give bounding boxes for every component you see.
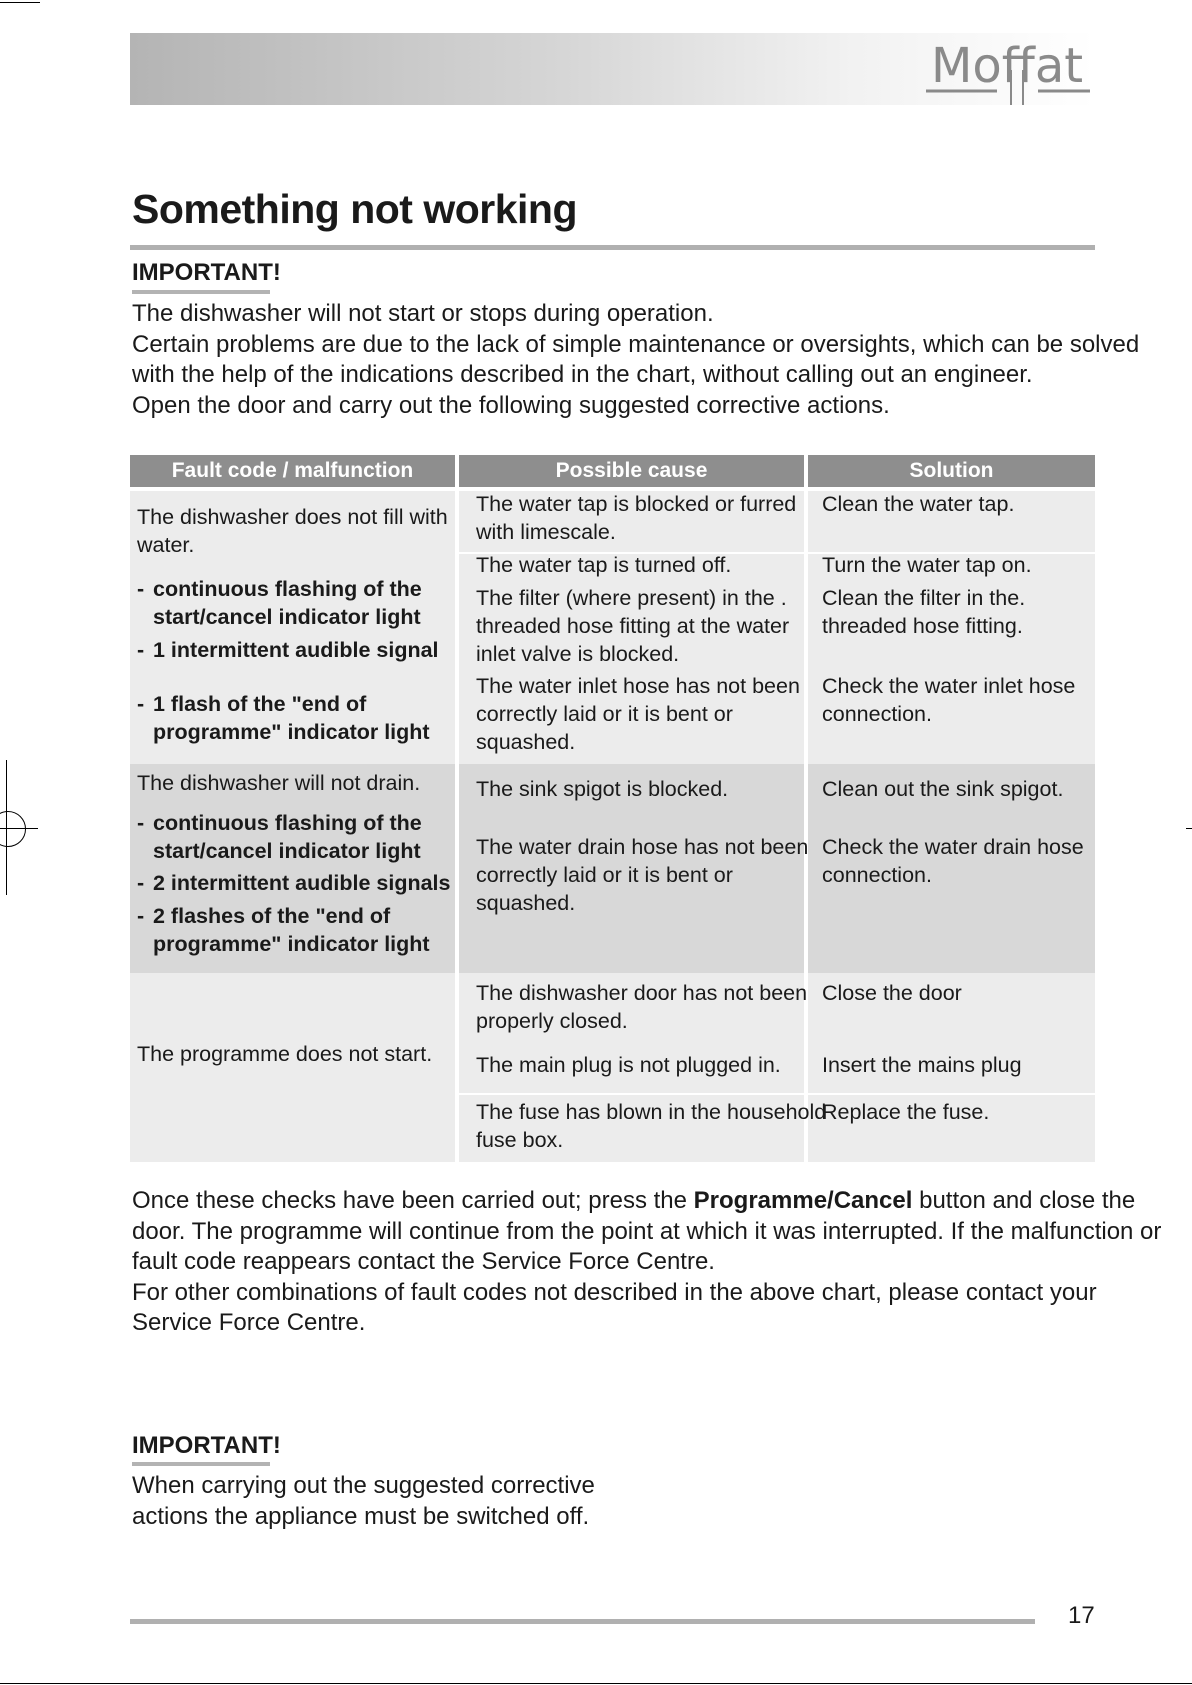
solution-text [822, 1051, 1022, 1079]
cause-text [476, 775, 728, 803]
troubleshooting-table [130, 455, 1095, 1162]
signal-line: programme" indicator light [153, 720, 430, 744]
solution-line: Turn the water tap on. [822, 553, 1032, 577]
brand-logo-text: Moffat [931, 38, 1084, 94]
solution-text [822, 490, 1014, 518]
column-header-cause: Possible cause [459, 455, 804, 487]
cause-text [476, 1098, 826, 1154]
cause-line: correctly laid or it is bent or [476, 702, 733, 726]
followup-line: fault code reappears contact the Service Force Centre. [132, 1248, 715, 1275]
registration-mark-circle [0, 811, 26, 847]
followup-line: door. The programme will continue from the point at which it was interrupted. If the malfunction or [132, 1217, 1162, 1245]
signal-line: 1 flash of the "end of [153, 692, 367, 716]
fault-signal: - 2 flashes of the "end of programme" indicator light [137, 904, 430, 956]
crop-mark [1186, 828, 1192, 829]
fault-signal: - 1 intermittent audible signal [137, 638, 439, 662]
followup-line: Service Force Centre. [132, 1309, 366, 1336]
solution-text [822, 979, 962, 1007]
fault-line: water. [137, 533, 195, 557]
signal-line: start/cancel indicator light [153, 605, 421, 629]
signal-line: programme" indicator light [153, 932, 430, 956]
signal-line: 2 intermittent audible signals [153, 871, 451, 895]
fault-signal: - 1 flash of the "end of programme" indicator light [137, 692, 430, 744]
cause-text [476, 1051, 781, 1079]
solution-text [822, 551, 1032, 579]
warning-paragraph [132, 1471, 595, 1532]
title-rule [130, 245, 1095, 250]
solution-line: connection. [822, 702, 932, 726]
solution-text [822, 672, 1075, 728]
intro-line: Open the door and carry out the following suggested corrective actions. [132, 391, 890, 419]
fault-line: The dishwasher will not drain. [137, 771, 421, 795]
solution-line: Close the door [822, 981, 962, 1005]
intro-line: Certain problems are due to the lack of simple maintenance or oversights, which can be solved [132, 330, 1140, 358]
column-header-fault: Fault code / malfunction [130, 455, 455, 487]
cause-text [476, 551, 731, 579]
cause-line: The water drain hose has not been [476, 835, 809, 859]
crop-mark [0, 1683, 1192, 1684]
solution-text [822, 775, 1063, 803]
followup-text: Once these checks have been carried out; press the [132, 1187, 694, 1214]
cause-line: The water inlet hose has not been [476, 674, 800, 698]
cause-line: squashed. [476, 730, 576, 754]
solution-line: Clean out the sink spigot. [822, 777, 1064, 801]
cause-line: with limescale. [476, 520, 616, 544]
cause-text [476, 584, 789, 668]
fault-signal: - continuous flashing of the start/cancel indicator light [137, 811, 422, 863]
important-underline [132, 1462, 270, 1466]
solution-text [822, 1098, 989, 1126]
solution-line: Replace the fuse. [822, 1100, 990, 1124]
footer-rule [130, 1619, 1035, 1624]
fault-signal: - 2 intermittent audible signals [137, 871, 451, 895]
intro-paragraph [132, 299, 1139, 421]
signal-line: continuous flashing of the [153, 577, 422, 601]
followup-paragraph [132, 1186, 1161, 1339]
important-underline [132, 290, 270, 294]
solution-line: Check the water drain hose [822, 835, 1084, 859]
cause-line: inlet valve is blocked. [476, 642, 680, 666]
signal-line: continuous flashing of the [153, 811, 422, 835]
important-heading: IMPORTANT! [132, 1432, 281, 1459]
cause-text [476, 490, 796, 546]
followup-line: For other combinations of fault codes not described in the above chart, please contact your [132, 1278, 1097, 1306]
cause-text [476, 672, 800, 756]
solution-line: Clean the water tap. [822, 492, 1015, 516]
fault-line: The dishwasher does not fill with [137, 505, 448, 529]
cause-line: The water tap is turned off. [476, 553, 732, 577]
important-heading: IMPORTANT! [132, 259, 281, 286]
cause-line: The sink spigot is blocked. [476, 777, 729, 801]
cause-text [476, 833, 808, 917]
solution-line: Clean the filter in the. [822, 586, 1026, 610]
page-number: 17 [1068, 1602, 1095, 1629]
cause-line: The filter (where present) in the . [476, 586, 787, 610]
solution-text [822, 833, 1084, 889]
fault-description [137, 503, 448, 559]
intro-line: The dishwasher will not start or stops during operation. [132, 300, 714, 327]
cause-line: properly closed. [476, 1009, 628, 1033]
cause-text [476, 979, 807, 1035]
cause-line: The fuse has blown in the household [476, 1100, 827, 1124]
solution-line: Check the water inlet hose [822, 674, 1076, 698]
programme-cancel-button-label: Programme/Cancel [693, 1187, 913, 1214]
solution-line: Insert the mains plug [822, 1053, 1022, 1077]
cause-line: The main plug is not plugged in. [476, 1053, 781, 1077]
column-header-solution: Solution [808, 455, 1095, 487]
warning-line: When carrying out the suggested corrective [132, 1472, 595, 1499]
signal-line: start/cancel indicator light [153, 839, 421, 863]
brand-logo [925, 30, 1095, 106]
followup-line [132, 1186, 1161, 1217]
cause-line: threaded hose fitting at the water [476, 614, 790, 638]
warning-line: actions the appliance must be switched off. [132, 1502, 590, 1530]
cause-line: The water tap is blocked or furred [476, 492, 797, 516]
cause-line: squashed. [476, 891, 576, 915]
solution-line: threaded hose fitting. [822, 614, 1023, 638]
intro-line: with the help of the indications described in the chart, without calling out an engineer. [132, 361, 1033, 388]
fault-signal: - continuous flashing of the start/cancel indicator light [137, 577, 422, 629]
cause-line: The dishwasher door has not been [476, 981, 808, 1005]
fault-description [137, 1040, 432, 1068]
signal-line: 1 intermittent audible signal [153, 638, 439, 662]
followup-text: button and close the [912, 1187, 1136, 1214]
solution-text [822, 584, 1025, 640]
fault-description [137, 769, 420, 797]
crop-mark [0, 2, 40, 3]
solution-line: connection. [822, 863, 932, 887]
fault-line: The programme does not start. [137, 1042, 433, 1066]
page-title: Something not working [132, 186, 578, 232]
cause-line: fuse box. [476, 1128, 564, 1152]
cause-line: correctly laid or it is bent or [476, 863, 733, 887]
signal-line: 2 flashes of the "end of [153, 904, 391, 928]
